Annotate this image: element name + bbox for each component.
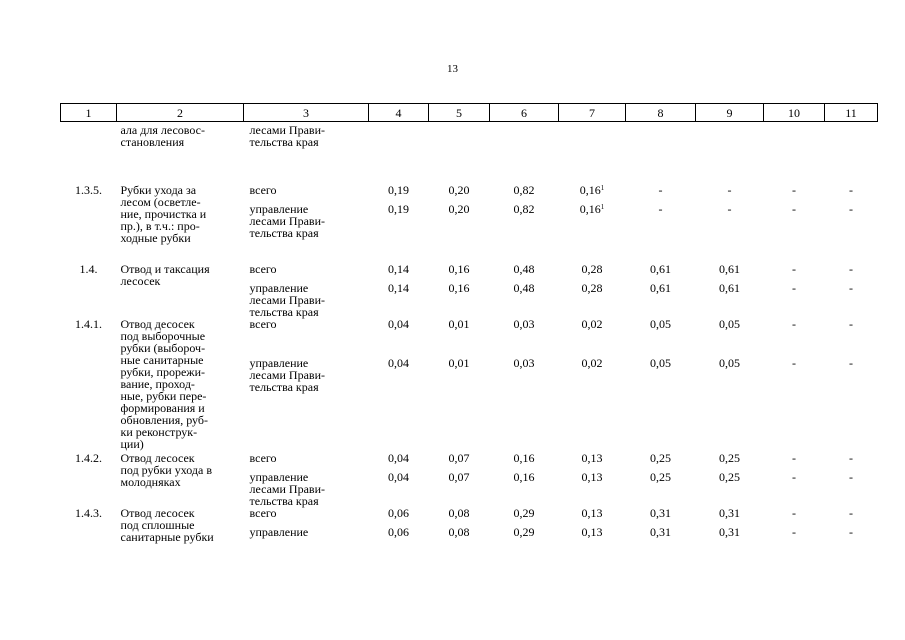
header-cell: 9	[696, 104, 764, 122]
value-management: 0,07	[448, 470, 470, 484]
value-total: -	[849, 506, 853, 520]
value-cell	[369, 122, 429, 185]
row-category	[244, 318, 369, 452]
header-cell: 4	[369, 104, 429, 122]
value-total: 0,14	[388, 262, 409, 276]
value-total: -	[849, 183, 853, 197]
value-total: 0,04	[388, 317, 409, 331]
value-management: 0,82	[513, 202, 535, 216]
value-management: 0,05	[650, 356, 671, 370]
value-management: -	[792, 525, 796, 539]
value-management: 0,02	[581, 356, 603, 370]
category-total: всего	[249, 183, 277, 197]
category-total: всего	[249, 262, 277, 276]
value-cell	[825, 122, 878, 185]
value-cell	[764, 263, 825, 318]
value-total: -	[792, 317, 796, 331]
category-management: управление лесами Прави- тельства края	[249, 281, 326, 319]
row-name-text: Отвод лесосек под сплошные санитарные рубки	[120, 506, 214, 544]
value-cell	[764, 122, 825, 185]
row-name	[117, 452, 244, 507]
row-name-text: Отвод лесосек под рубки ухода в молодняках	[120, 451, 213, 489]
value-management: 0,28	[581, 281, 603, 295]
table-body	[61, 122, 878, 544]
category-management: управление лесами Прави- тельства края	[249, 470, 326, 508]
row-name-text: Отвод десосек под выборочные рубки (выбороч- ные санитарные рубки, прорежи- вание, проход- ные, рубки пере- формирования и обновления, руб- ки реконструк- ции)	[120, 317, 208, 451]
table-row	[61, 122, 878, 185]
value-cell	[696, 318, 764, 452]
value-cell	[764, 318, 825, 452]
value-cell	[626, 507, 696, 543]
footnote-mark: 1	[600, 184, 605, 192]
value-management: 0,25	[650, 470, 671, 484]
value-management: 0,16	[513, 470, 535, 484]
value-cell	[696, 263, 764, 318]
value-cell	[490, 184, 559, 263]
value-total: 0,16	[513, 451, 535, 465]
value-cell	[429, 507, 490, 543]
table-row	[61, 452, 878, 507]
value-total: 0,20	[448, 183, 470, 197]
category-management: управление лесами Прави- тельства края	[249, 356, 326, 394]
value-total: 0,61	[719, 262, 740, 276]
value-cell	[429, 452, 490, 507]
value-total: 0,05	[719, 317, 740, 331]
value-cell	[696, 507, 764, 543]
header-cell: 8	[626, 104, 696, 122]
value-management: -	[792, 202, 796, 216]
table-row	[61, 318, 878, 452]
value-total: 0,13	[581, 451, 603, 465]
value-management: 0,16$^1$	[579, 202, 605, 216]
value-total: 0,04	[388, 451, 409, 465]
value-cell	[626, 184, 696, 263]
value-management: 0,61	[650, 281, 671, 295]
row-number	[61, 318, 117, 452]
page-number: 13	[447, 63, 458, 75]
header-cell: 1	[61, 104, 117, 122]
row-name	[117, 318, 244, 452]
value-total: 0,25	[650, 451, 671, 465]
value-total: 0,28	[581, 262, 603, 276]
footnote-mark: 1	[600, 203, 605, 211]
value-cell	[559, 263, 626, 318]
value-total: -	[849, 262, 853, 276]
value-cell	[626, 318, 696, 452]
value-cell	[696, 122, 764, 185]
value-total: -	[658, 183, 663, 197]
value-management: 0,04	[388, 470, 409, 484]
value-management: 0,13	[581, 470, 603, 484]
value-cell	[559, 318, 626, 452]
value-cell	[626, 122, 696, 185]
value-management: -	[658, 202, 663, 216]
value-cell	[369, 184, 429, 263]
value-management: 0,16	[448, 281, 470, 295]
value-cell	[429, 263, 490, 318]
value-cell	[490, 507, 559, 543]
value-cell	[764, 507, 825, 543]
value-management: 0,01	[448, 356, 470, 370]
value-cell	[490, 122, 559, 185]
value-cell	[825, 318, 878, 452]
value-total: 0,03	[513, 317, 535, 331]
row-number	[61, 263, 117, 318]
row-name	[117, 263, 244, 318]
row-category	[244, 184, 369, 263]
value-cell	[764, 184, 825, 263]
header-cell: 5	[429, 104, 490, 122]
value-cell	[559, 507, 626, 543]
row-name	[117, 507, 244, 543]
row-number-text: 1.4.	[79, 262, 98, 276]
row-category	[244, 122, 369, 185]
value-total: 0,82	[513, 183, 535, 197]
value-cell	[559, 452, 626, 507]
category-total: лесами Прави- тельства края	[249, 123, 326, 149]
row-name-text: ала для лесовос- становления	[120, 123, 206, 149]
value-cell	[490, 452, 559, 507]
row-number	[61, 452, 117, 507]
value-management: -	[849, 470, 853, 484]
value-cell	[559, 184, 626, 263]
header-cell: 10	[764, 104, 825, 122]
header-cell: 11	[825, 104, 878, 122]
category-management: управление	[249, 525, 309, 539]
value-total: -	[792, 262, 796, 276]
category-total: всего	[249, 506, 277, 520]
value-management: 0,04	[388, 356, 409, 370]
table-row	[61, 184, 878, 263]
value-total: 0,01	[448, 317, 470, 331]
value-total: 0,02	[581, 317, 603, 331]
row-number-text: 1.4.1.	[75, 317, 102, 331]
value-total: 0,06	[388, 506, 409, 520]
value-total: 0,05	[650, 317, 671, 331]
value-management: 0,03	[513, 356, 535, 370]
row-name	[117, 184, 244, 263]
value-management: 0,13	[581, 525, 603, 539]
value-management: 0,31	[719, 525, 740, 539]
header-cell: 6	[490, 104, 559, 122]
value-total: -	[792, 451, 796, 465]
value-management: -	[792, 356, 796, 370]
value-cell	[626, 452, 696, 507]
value-cell	[559, 122, 626, 185]
value-management: -	[849, 356, 853, 370]
value-total: -	[792, 183, 796, 197]
value-management: 0,61	[719, 281, 740, 295]
value-management: 0,08	[448, 525, 470, 539]
value-management: 0,48	[513, 281, 535, 295]
value-cell	[369, 452, 429, 507]
header-row	[61, 104, 878, 122]
value-cell	[825, 184, 878, 263]
value-total: 0,31	[650, 506, 671, 520]
value-cell	[696, 452, 764, 507]
value-total: 0,48	[513, 262, 535, 276]
value-total: 0,16$^1$	[579, 183, 605, 197]
value-management: -	[849, 281, 853, 295]
value-management: -	[849, 202, 853, 216]
value-cell	[369, 263, 429, 318]
value-cell	[825, 452, 878, 507]
value-total: 0,07	[448, 451, 470, 465]
value-management: -	[792, 470, 796, 484]
value-total: 0,19	[388, 183, 409, 197]
header-cell: 2	[117, 104, 244, 122]
value-management: -	[849, 525, 853, 539]
value-cell	[369, 318, 429, 452]
value-cell	[764, 452, 825, 507]
row-name-text: Рубки ухода за лесом (осветле- ние, прочистка и пр.), в т.ч.: про- ходные рубки	[120, 183, 207, 245]
table-row	[61, 507, 878, 543]
value-cell	[825, 507, 878, 543]
category-management: управление лесами Прави- тельства края	[249, 202, 326, 240]
row-number-text: 1.4.2.	[75, 451, 102, 465]
value-cell	[369, 507, 429, 543]
value-management: 0,05	[719, 356, 740, 370]
value-management: 0,29	[513, 525, 535, 539]
category-total: всего	[249, 317, 277, 331]
value-total: 0,31	[719, 506, 740, 520]
value-cell	[429, 122, 490, 185]
value-management: -	[792, 281, 796, 295]
row-category	[244, 507, 369, 543]
value-management: 0,06	[388, 525, 409, 539]
value-management: 0,19	[388, 202, 409, 216]
category-total: всего	[249, 451, 277, 465]
row-name-text: Отвод и таксация лесосек	[120, 262, 210, 288]
value-total: -	[727, 183, 732, 197]
row-name	[117, 122, 244, 185]
value-total: -	[792, 506, 796, 520]
value-total: 0,29	[513, 506, 535, 520]
value-total: 0,16	[448, 262, 470, 276]
value-total: 0,13	[581, 506, 603, 520]
value-cell	[490, 318, 559, 452]
table-row	[61, 263, 878, 318]
header-cell: 7	[559, 104, 626, 122]
value-management: 0,25	[719, 470, 740, 484]
value-total: 0,08	[448, 506, 470, 520]
row-number-text: 1.3.5.	[75, 183, 102, 197]
value-cell	[490, 263, 559, 318]
value-cell	[429, 318, 490, 452]
row-category	[244, 452, 369, 507]
value-total: -	[849, 317, 853, 331]
value-management: 0,20	[448, 202, 470, 216]
value-total: 0,61	[650, 262, 671, 276]
row-category	[244, 263, 369, 318]
value-management: -	[727, 202, 732, 216]
value-cell	[825, 263, 878, 318]
value-management: 0,31	[650, 525, 671, 539]
row-number	[61, 507, 117, 543]
value-cell	[696, 184, 764, 263]
value-total: 0,25	[719, 451, 740, 465]
value-total: -	[849, 451, 853, 465]
value-management: 0,14	[388, 281, 409, 295]
value-cell	[626, 263, 696, 318]
data-table	[60, 103, 878, 543]
row-number	[61, 184, 117, 263]
value-cell	[429, 184, 490, 263]
header-cell: 3	[244, 104, 369, 122]
row-number-text: 1.4.3.	[75, 506, 102, 520]
row-number	[61, 122, 117, 185]
